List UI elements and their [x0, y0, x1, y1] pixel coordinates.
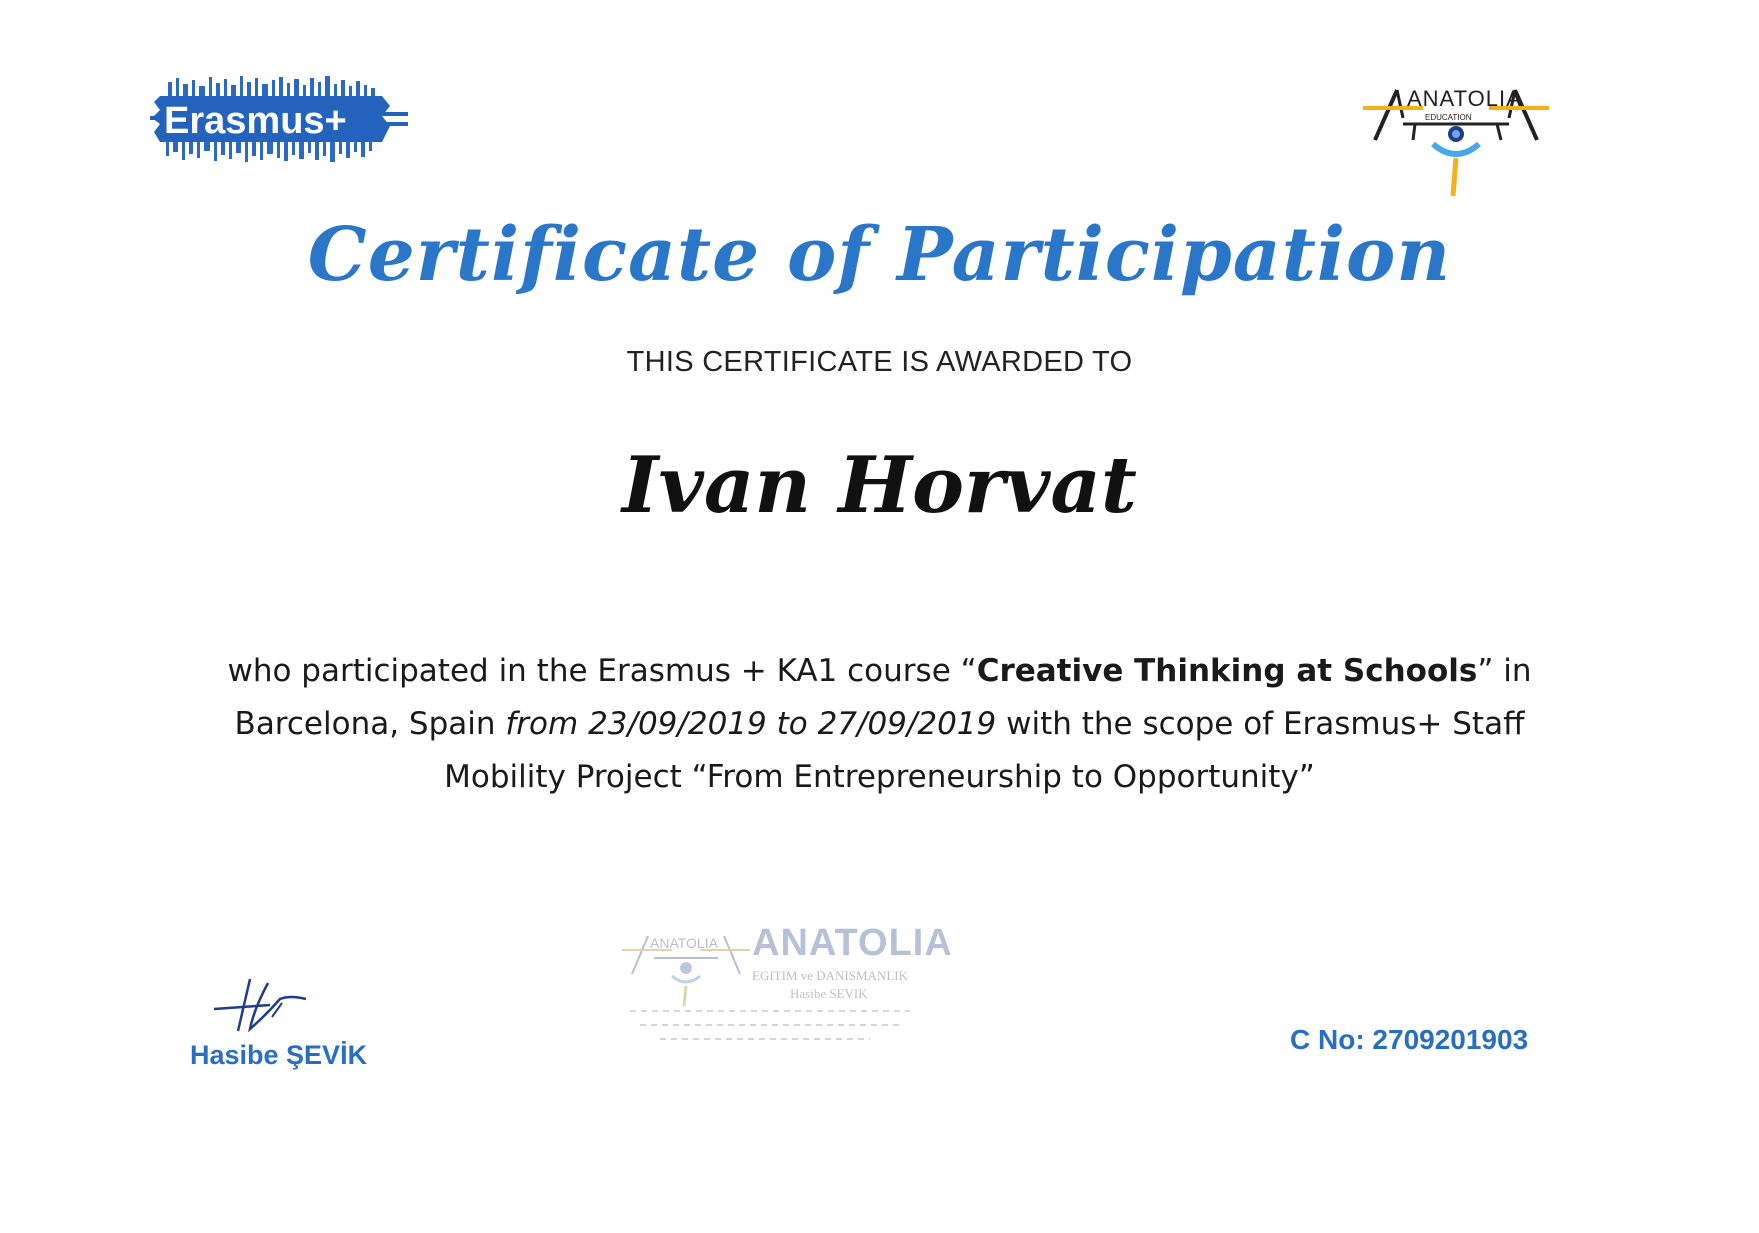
anatolia-logo-text: ANATOLIA	[1407, 86, 1522, 111]
signer-name: Hasibe ŞEVİK	[190, 1040, 368, 1070]
recipient-name: Ivan Horvat	[622, 440, 1137, 531]
erasmus-logo-text: Erasmus+	[164, 100, 347, 142]
stamp-logo-icon	[620, 930, 750, 1010]
signature	[210, 975, 320, 1035]
stamp-small-logo-text: ANATOLIA	[650, 935, 718, 951]
anatolia-logo-subtext: EDUCATION	[1425, 113, 1472, 122]
awarded-to-label: THIS CERTIFICATE IS AWARDED TO	[626, 346, 1133, 378]
anatolia-logo-graphic	[1355, 78, 1555, 208]
line2-suffix: with the scope of Erasmus+ Staff	[996, 706, 1525, 742]
stamp-faded-lines	[620, 1003, 920, 1053]
certificate-number: C No: 2709201903	[1290, 1024, 1529, 1055]
course-dates: from 23/09/2019 to 27/09/2019	[505, 706, 997, 742]
stamp-name-line: Hasibe SEVIK	[790, 986, 868, 1001]
course-name: Creative Thinking at Schools	[976, 653, 1478, 689]
description-line-2	[130, 698, 1629, 751]
certificate-title: Certificate of Participation	[307, 212, 1452, 298]
stamp-company-line: EGITIM ve DANISMANLIK	[752, 968, 908, 983]
description-line-1	[130, 645, 1629, 698]
stamp-brand-text: ANATOLIA	[752, 922, 953, 964]
description-line-3: Mobility Project “From Entrepreneurship to Opportunity”	[444, 759, 1315, 795]
location-text: Barcelona, Spain	[234, 706, 506, 742]
company-stamp	[620, 918, 953, 1053]
signature-graphic	[210, 975, 320, 1035]
line1-suffix: ” in	[1477, 653, 1532, 689]
participation-description	[130, 645, 1629, 804]
line1-prefix: who participated in the Erasmus + KA1 course “	[227, 653, 977, 689]
anatolia-logo	[1355, 78, 1555, 208]
erasmus-logo-graphic	[150, 76, 415, 162]
erasmus-logo	[150, 76, 415, 162]
